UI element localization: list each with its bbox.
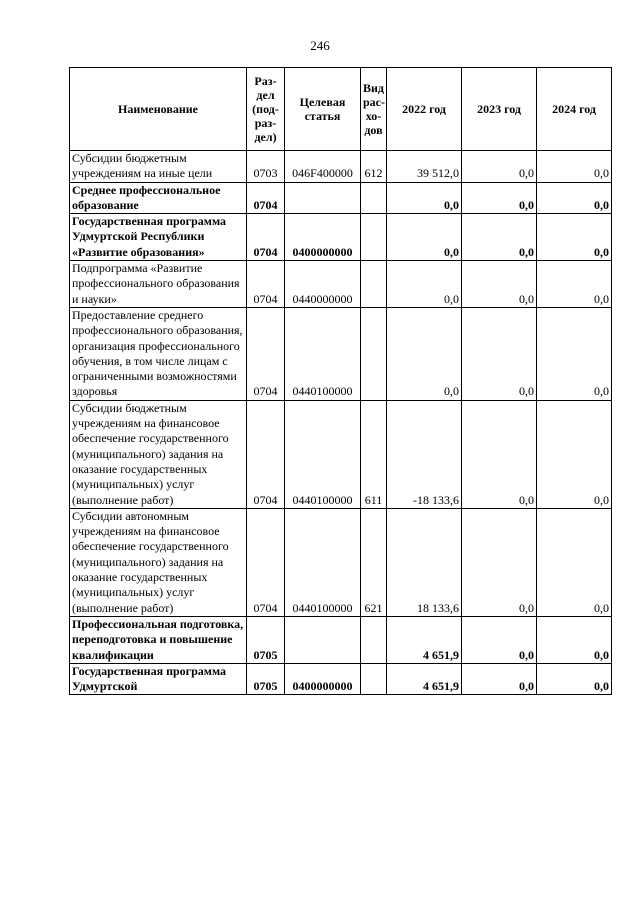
row-target	[285, 616, 361, 663]
row-target	[285, 182, 361, 214]
row-value-2022: 0,0	[387, 182, 462, 214]
header-section: Раз-дел (под-раз-дел)	[247, 68, 285, 151]
table-row	[70, 261, 612, 308]
row-value-2023: 0,0	[462, 307, 537, 400]
row-value-2024: 0,0	[537, 151, 612, 183]
row-value-2023: 0,0	[462, 261, 537, 308]
row-section: 0704	[247, 508, 285, 616]
row-value-2024: 0,0	[537, 663, 612, 695]
row-section: 0704	[247, 214, 285, 261]
table-row	[70, 182, 612, 214]
header-2023: 2023 год	[462, 68, 537, 151]
row-value-2024: 0,0	[537, 214, 612, 261]
row-target: 0400000000	[285, 214, 361, 261]
row-expense-type	[361, 663, 387, 695]
row-expense-type: 621	[361, 508, 387, 616]
page-number: 246	[310, 38, 330, 53]
row-value-2023: 0,0	[462, 508, 537, 616]
row-value-2024: 0,0	[537, 182, 612, 214]
row-value-2024: 0,0	[537, 307, 612, 400]
row-value-2023: 0,0	[462, 616, 537, 663]
row-section: 0703	[247, 151, 285, 183]
row-section: 0705	[247, 616, 285, 663]
row-name: Подпрограмма «Развитие профессионального образования и науки»	[70, 261, 247, 308]
row-expense-type	[361, 214, 387, 261]
table-header-row	[70, 68, 612, 151]
row-value-2022: 0,0	[387, 307, 462, 400]
row-expense-type	[361, 307, 387, 400]
table-row	[70, 151, 612, 183]
row-name: Профессиональная подготовка, переподготовка и повышение квалификации	[70, 616, 247, 663]
row-value-2022: 0,0	[387, 261, 462, 308]
row-value-2023: 0,0	[462, 663, 537, 695]
row-expense-type	[361, 261, 387, 308]
row-value-2022: 18 133,6	[387, 508, 462, 616]
row-value-2022: 4 651,9	[387, 616, 462, 663]
header-name: Наименование	[70, 68, 247, 151]
row-target: 0440000000	[285, 261, 361, 308]
row-value-2024: 0,0	[537, 261, 612, 308]
row-value-2022: 39 512,0	[387, 151, 462, 183]
row-name: Предоставление среднего профессионального образования, организация профессионального обучения, в том числе лицам с ограниченными возможностями здоровья	[70, 307, 247, 400]
row-section: 0704	[247, 182, 285, 214]
row-value-2024: 0,0	[537, 616, 612, 663]
table-row	[70, 616, 612, 663]
row-name: Государственная программа Удмуртской	[70, 663, 247, 695]
table-row	[70, 307, 612, 400]
table-row	[70, 400, 612, 508]
row-expense-type	[361, 182, 387, 214]
row-name: Субсидии автономным учреждениям на финансовое обеспечение государственного (муниципального) задания на оказание государственных (муниципальных) услуг (выполнение работ)	[70, 508, 247, 616]
row-value-2023: 0,0	[462, 182, 537, 214]
budget-table	[69, 67, 612, 695]
row-target: 0400000000	[285, 663, 361, 695]
header-2024: 2024 год	[537, 68, 612, 151]
table-row	[70, 663, 612, 695]
header-2022: 2022 год	[387, 68, 462, 151]
row-value-2023: 0,0	[462, 151, 537, 183]
row-value-2024: 0,0	[537, 508, 612, 616]
row-value-2022: -18 133,6	[387, 400, 462, 508]
row-section: 0705	[247, 663, 285, 695]
row-value-2022: 4 651,9	[387, 663, 462, 695]
row-value-2023: 0,0	[462, 400, 537, 508]
row-expense-type: 611	[361, 400, 387, 508]
row-target: 046F400000	[285, 151, 361, 183]
table-row	[70, 214, 612, 261]
row-name: Субсидии бюджетным учреждениям на иные цели	[70, 151, 247, 183]
row-name: Государственная программа Удмуртской Республики «Развитие образования»	[70, 214, 247, 261]
row-section: 0704	[247, 261, 285, 308]
row-section: 0704	[247, 307, 285, 400]
row-name: Субсидии бюджетным учреждениям на финансовое обеспечение государственного (муниципального) задания на оказание государственных (муниципальных) услуг (выполнение работ)	[70, 400, 247, 508]
row-value-2022: 0,0	[387, 214, 462, 261]
row-value-2023: 0,0	[462, 214, 537, 261]
header-expense-type: Вид рас-хо-дов	[361, 68, 387, 151]
row-expense-type	[361, 616, 387, 663]
row-section: 0704	[247, 400, 285, 508]
row-name: Среднее профессиональное образование	[70, 182, 247, 214]
row-target: 0440100000	[285, 307, 361, 400]
row-target: 0440100000	[285, 400, 361, 508]
table-row	[70, 508, 612, 616]
header-target: Целевая статья	[285, 68, 361, 151]
row-value-2024: 0,0	[537, 400, 612, 508]
row-expense-type: 612	[361, 151, 387, 183]
row-target: 0440100000	[285, 508, 361, 616]
